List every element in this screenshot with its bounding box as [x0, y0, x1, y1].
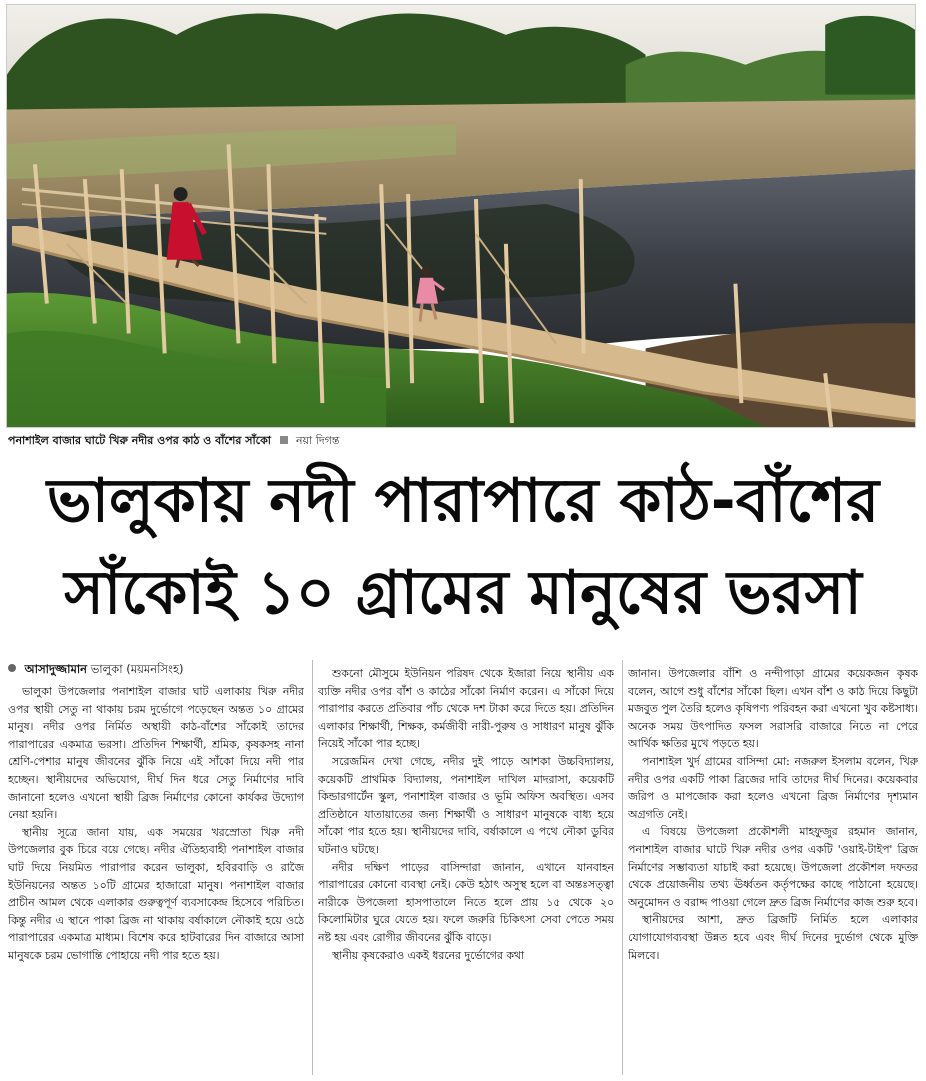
article-column-1	[8, 683, 304, 1075]
paragraph: জানান। উপজেলার বাঁশি ও নন্দীপাড়া গ্রামের কয়েকজন কৃষক বলেন, আগে শুধু বাঁশের সাঁকো ছিল। এখন বাঁশ ও কাঠ দিয়ে কিছুটা মজবুত পুল তৈরি হলেও কৃষিপণ্য পরিবহন করা এখনো খুব কষ্টসাধ্য। অনেক সময় উৎপাদিত ফসল সরাসরি বাজারে নিতে না পেরে আর্থিক ক্ষতির মুখে পড়তে হয়।	[628, 667, 918, 751]
paragraph: স্থানীয়দের আশা, দ্রুত ব্রিজটি নির্মিত হলে এলাকার যোগাযোগব্যবস্থা উন্নত হবে এবং দীর্ঘ দিনের দুর্ভোগ থেকে মুক্তি মিলবে।	[628, 913, 918, 962]
caption-square-icon	[280, 436, 288, 444]
caption-text: পনাশাইল বাজার ঘাটে খিরু নদীর ওপর কাঠ ও বাঁশের সাঁকো	[8, 434, 271, 447]
paragraph: সরেজমিন দেখা গেছে, নদীর দুই পাড়ে আশকা উচ্চবিদ্যালয়, কয়েকটি প্রাথমিক বিদ্যালয়, পনাশাইল দাখিল মাদরাসা, কয়েকটি কিন্ডারগার্টেন স্কুল, পনাশাইল বাজার ও ভূমি অফিস অবস্থিত। এসব প্রতিষ্ঠানে যাতায়াতের জন্য শিক্ষার্থী ও সাধারণ মানুষকে বাধ্য হয়ে সাঁকো পার হতে হয়। স্থানীয়দের দাবি, বর্ষাকালে এ পথে নৌকা ডুবির ঘটনাও ঘটছে।	[318, 754, 614, 856]
news-photo	[6, 4, 916, 428]
photo-caption	[8, 432, 918, 450]
paragraph: স্থানীয় সূত্রে জানা যায়, এক সময়ের খরস্রোতা খিরু নদী উপজেলার বুক চিরে বয়ে গেছে। নদীর ঐতিহ্যবাহী পনাশাইল বাজার ঘাট দিয়ে নিয়মিত পারাপার করেন ভালুকা, হবিরবাড়ি ও রাজৈ ইউনিয়নের অন্তত ১০টি গ্রামের হাজারো মানুষ। পনাশাইল বাজার প্রাচীন আমল থেকে এলাকার গুরুত্বপূর্ণ ব্যবসাকেন্দ্র হিসেবে পরিচিত। কিন্তু নদীর এ স্থানে পাকা ব্রিজ না থাকায় বর্ষাকালে নৌকাই হয়ে ওঠে পারাপারের একমাত্র মাধ্যম। বিশেষ করে হাটবারের দিন বাজারে আসা মানুষকে চরম ভোগান্তি পোহায়ে নদী পার হতে হয়।	[8, 825, 304, 962]
headline-line-1: ভালুকায় নদী পারাপারে কাঠ-বাঁশের	[46, 466, 880, 536]
author-name: আসাদুজ্জামান	[24, 662, 88, 676]
bamboo-bridge-illustration	[7, 5, 915, 427]
byline-bullet-icon	[8, 664, 16, 672]
article-column-3	[628, 665, 918, 1075]
paragraph: নদীর দক্ষিণ পাড়ের বাসিন্দারা জানান, এখানে যানবাহন পারাপারের কোনো ব্যবস্থা নেই। কেউ হঠাৎ অসুস্থ হলে বা অন্তঃসত্ত্বা নারীকে উপজেলা হাসপাতালে নিতে হলে প্রায় ১৫ থেকে ২০ কিলোমিটার ঘুরে যেতে হয়। ফলে জরুরি চিকিৎসা সেবা পেতে সময় নষ্ট হয় এবং রোগীর জীবনের ঝুঁকি বাড়ে।	[318, 860, 614, 944]
byline	[8, 660, 308, 678]
column-divider	[622, 660, 623, 1075]
headline-line-2: সাঁকোই ১০ গ্রামের মানুষের ভরসা	[64, 558, 862, 628]
column-divider	[312, 660, 313, 1075]
paragraph: এ বিষয়ে উপজেলা প্রকৌশলী মাহফুজুর রহমান জানান, পনাশাইল বাজার ঘাটে খিরু নদীর ওপর একটি 'ওয়াই-টাইপ' ব্রিজ নির্মাণের সম্ভাব্যতা যাচাই করা হয়েছে। উপজেলা প্রকৌশল দফতর থেকে প্রয়োজনীয় তথ্য ঊর্ধ্বতন কর্তৃপক্ষের কাছে পাঠানো হয়েছে। অনুমোদন ও বরাদ্দ পাওয়া গেলে দ্রুত ব্রিজ নির্মাণের কাজ শুরু হবে।	[628, 825, 918, 909]
paragraph: স্থানীয় কৃষকেরাও একই ধরনের দুর্ভোগের কথা	[332, 948, 525, 962]
headline	[0, 458, 926, 648]
photo-source: নয়া দিগন্ত	[295, 434, 340, 447]
paragraph: শুকনো মৌসুমে ইউনিয়ন পরিষদ থেকে ইজারা নিয়ে স্থানীয় এক ব্যক্তি নদীর ওপর বাঁশ ও কাঠের সাঁকো নির্মাণ করেন। এ সাঁকো দিয়ে পারাপার করতে প্রতিবার পাঁচ থেকে দশ টাকা করে দিতে হয়। প্রতিদিন এলাকার শিক্ষার্থী, শিক্ষক, কর্মজীবী নারী-পুরুষ ও সাধারণ মানুষ ঝুঁকি নিয়েই সাঁকো পার হচ্ছে।	[318, 667, 614, 751]
article-column-2	[318, 665, 614, 1075]
paragraph: ভালুকা উপজেলার পনাশাইল বাজার ঘাট এলাকায় খিরু নদীর ওপর স্থায়ী সেতু না থাকায় চরম দুর্ভোগে পড়েছেন অন্তত ১০ গ্রামের মানুষ। নদীর ওপর নির্মিত অস্থায়ী কাঠ-বাঁশের সাঁকোই তাদের পারাপারের একমাত্র ভরসা। প্রতিদিন শিক্ষার্থী, শ্রমিক, কৃষকসহ নানা শ্রেণি-পেশার মানুষ জীবনের ঝুঁকি নিয়ে এই সাঁকো দিয়ে নদী পার হচ্ছেন। স্থানীয়দের অভিযোগ, দীর্ঘ দিন ধরে সেতু নির্মাণের দাবি জানানো হলেও এখনো স্থায়ী ব্রিজ নির্মাণের কোনো কার্যকর উদ্যোগ নেয়া হয়নি।	[8, 685, 304, 822]
author-location: ভালুকা (ময়মনসিংহ)	[90, 662, 184, 676]
paragraph: পনাশাইল খুর্দ গ্রামের বাসিন্দা মো: নজরুল ইসলাম বলেন, খিরু নদীর ওপর একটি পাকা ব্রিজের দাবি তাদের দীর্ঘ দিনের। কয়েকবার জরিপ ও মাপজোক করা হলেও এখনো ব্রিজ নির্মাণের দৃশ্যমান অগ্রগতি নেই।	[628, 754, 918, 821]
